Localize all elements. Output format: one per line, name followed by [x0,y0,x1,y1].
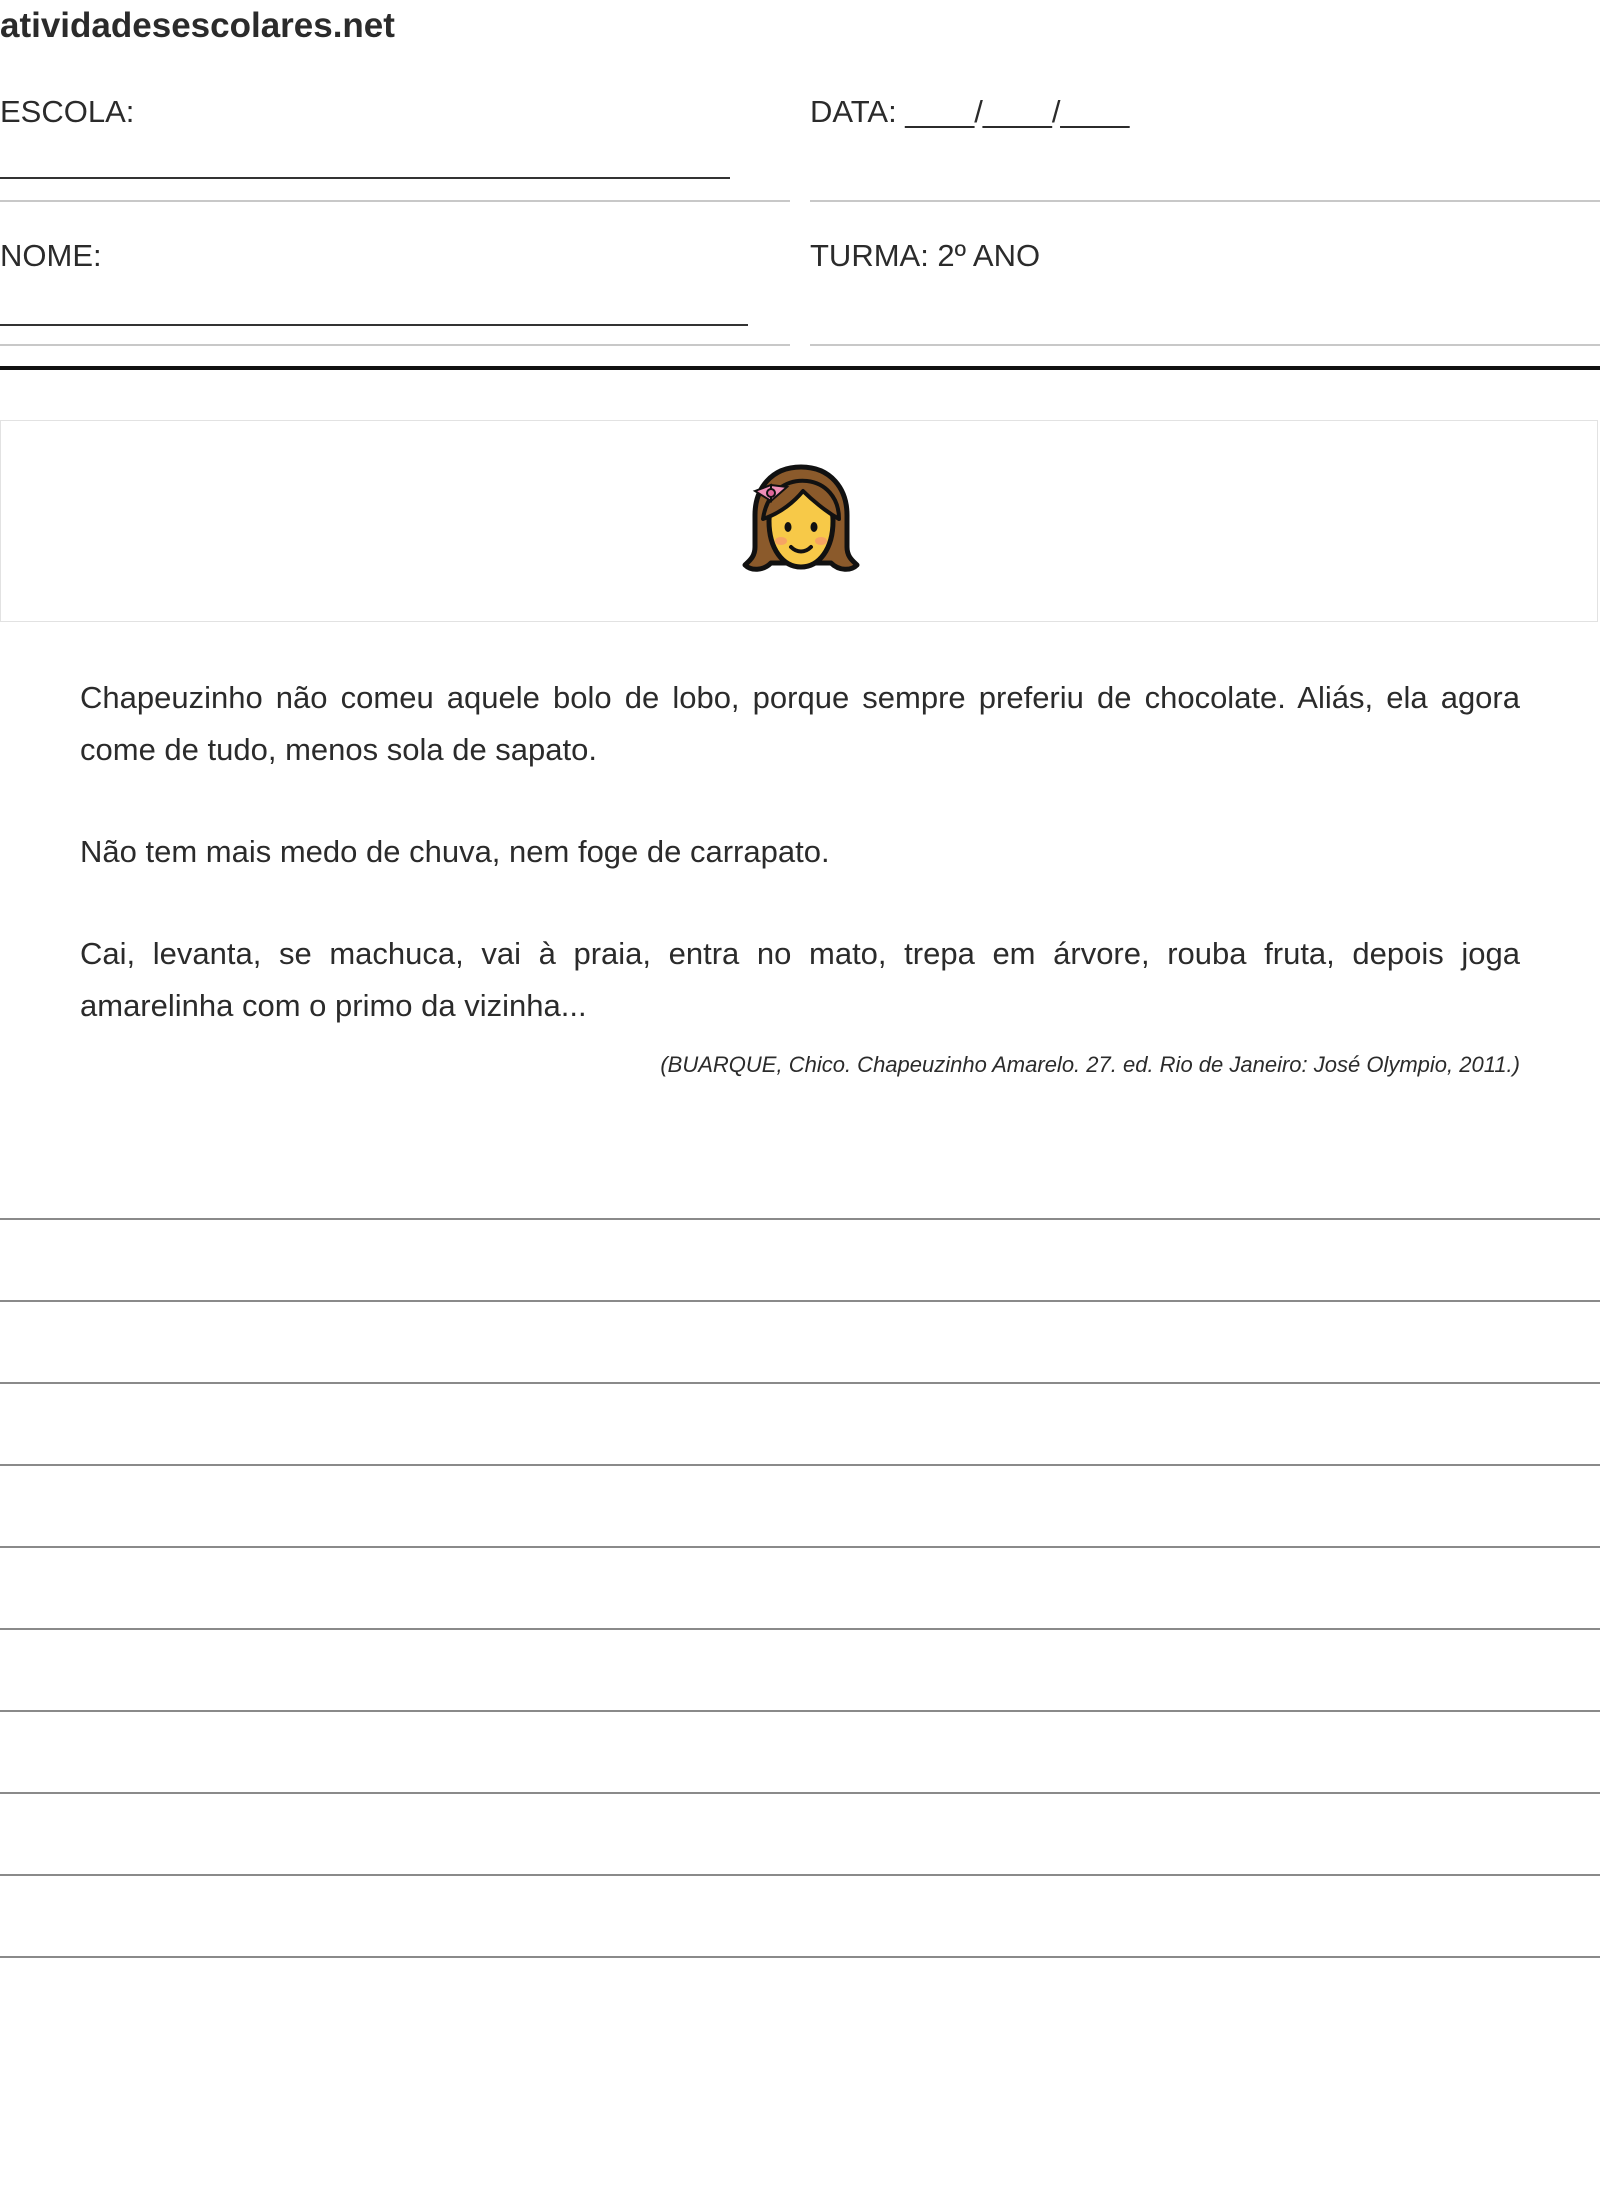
header-divider [0,366,1600,370]
answer-line[interactable] [0,1710,1600,1712]
date-label: DATA: ____/____/____ [810,94,1130,129]
date-cell-border [810,200,1600,202]
girl-face-icon [741,461,861,581]
story-paragraph-3: Cai, levanta, se machuca, vai à praia, entra no mato, trepa em árvore, rouba fruta, depois joga amarelinha com o primo da vizinha... [80,936,1520,1023]
answer-line[interactable] [0,1464,1600,1466]
class-field [810,236,1600,348]
school-fill-line[interactable] [0,177,730,179]
school-label: ESCOLA: [0,94,135,129]
story-paragraph-2: Não tem mais medo de chuva, nem foge de carrapato. [80,834,830,869]
answer-lines [0,1218,1600,2038]
class-cell-border [810,344,1600,346]
name-label: NOME: [0,238,102,273]
answer-line[interactable] [0,1300,1600,1302]
school-cell-border [0,200,790,202]
name-fill-line[interactable] [0,324,748,326]
story-text [80,672,1520,1082]
date-field [810,92,1600,204]
story-citation: (BUARQUE, Chico. Chapeuzinho Amarelo. 27. ed. Rio de Janeiro: José Olympio, 2011.) [660,1052,1520,1077]
name-field [0,236,790,348]
answer-line[interactable] [0,1628,1600,1630]
class-label: TURMA: 2º ANO [810,238,1041,273]
school-field [0,92,790,204]
answer-line[interactable] [0,1546,1600,1548]
name-cell-border [0,344,790,346]
answer-line[interactable] [0,1218,1600,1220]
site-title: atividadesescolares.net [0,6,395,45]
illustration-box [0,420,1598,622]
answer-line[interactable] [0,1382,1600,1384]
answer-line[interactable] [0,1956,1600,1958]
answer-line[interactable] [0,1874,1600,1876]
story-paragraph-1: Chapeuzinho não comeu aquele bolo de lobo, porque sempre preferiu de chocolate. Aliás, ela agora come de tudo, menos sola de sapato. [80,680,1520,767]
answer-line[interactable] [0,1792,1600,1794]
